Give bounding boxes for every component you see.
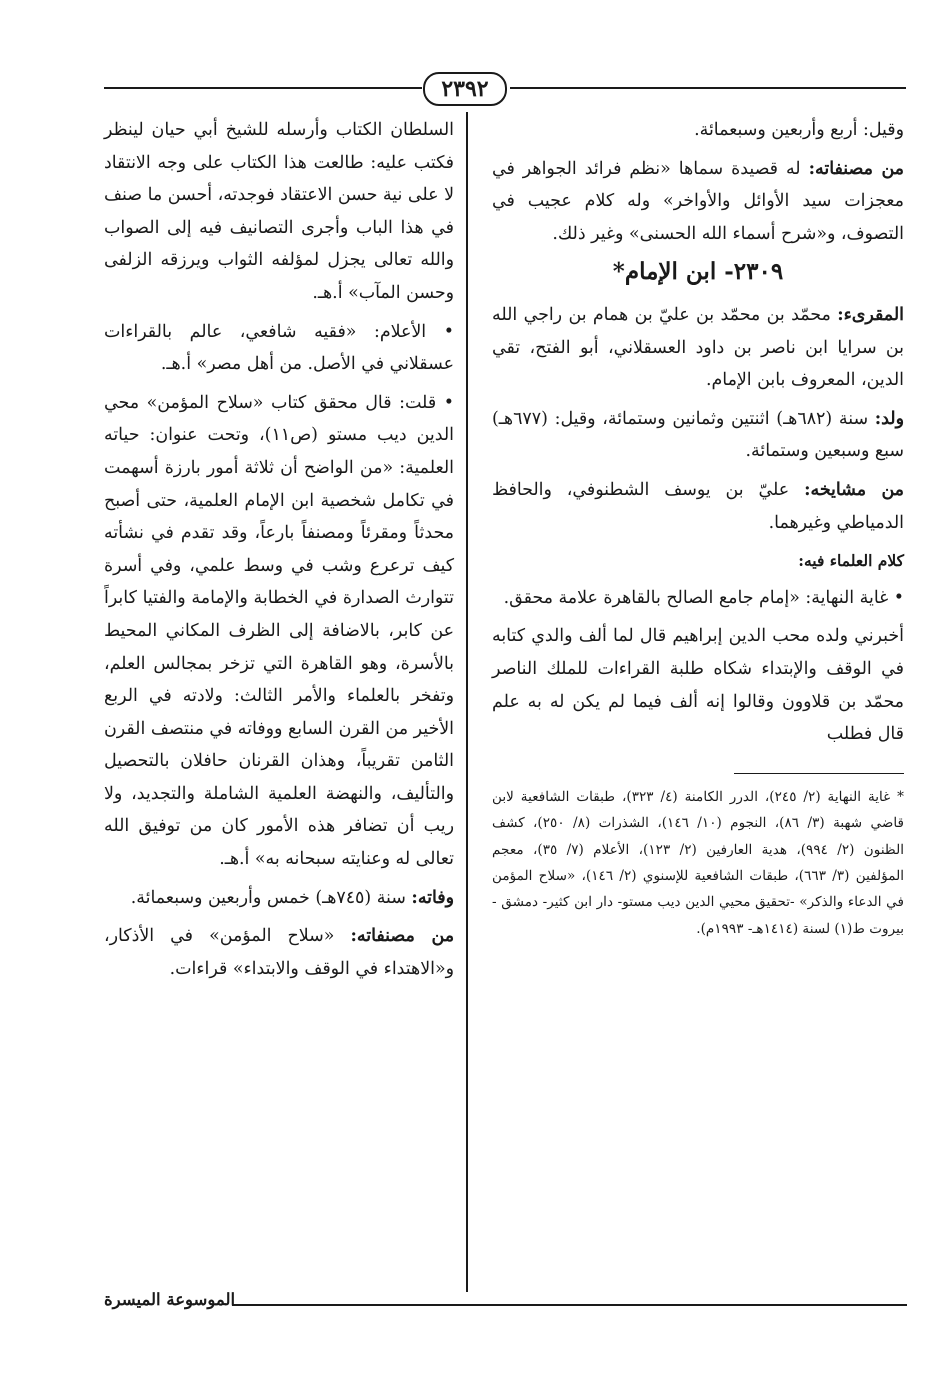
left-works-label: من مصنفاته: <box>350 926 455 947</box>
name-text: محمّد بن محمّد بن عليّ بن همام بن راجي الله بن سرايا ابن ناصر بن داود العسقلاني، أبو الفتح، تقي الدين، المعروف بابن الإمام. <box>492 304 904 391</box>
entry-heading: ٢٣٠٩- ابن الإمام* <box>612 258 784 286</box>
left-column <box>104 114 454 991</box>
akhbarani-paragraph: أخبرني ولده محب الدين إبراهيم قال لما ألف والدي كتابه في الوقف والإبتداء شكاه طلبة القراءات للملك الناصر محمّد بن قلاوون وقالوا إنه ألف فيما لم يكن له به علم قال فطلب <box>492 626 904 745</box>
sultan-paragraph: السلطان الكتاب وأرسله للشيخ أبي حيان لينظر فكتب عليه: طالعت هذا الكتاب على وجه الانتقاد لا على نية حسن الاعتقاد فوجدته، أحسن ما صنف في هذا الباب وأجرى التصانيف فيه إلى الصواب والله تعالى يجزل لمؤلفه الثواب ويرزقه الزلفى وحسن المآب» أ.هـ. <box>104 120 454 303</box>
teachers-text: عليّ بن يوسف الشطنوفي، والحافظ الدمياطي وغيرهما. <box>492 479 904 533</box>
born-text: سنة (٦٨٢هـ) اثنتين وثمانين وستمائة، وقيل: (٦٧٧هـ) سبع وسبعين وستمائة. <box>492 408 904 462</box>
column-divider <box>466 112 468 1292</box>
born-paragraph <box>492 403 904 468</box>
works-label: من مصنفاته: <box>808 158 905 179</box>
footnote-rule <box>734 773 904 774</box>
death-paragraph <box>104 882 454 915</box>
qultu-paragraph: • قلت: قال محقق كتاب «سلاح المؤمن» محي الدين ديب مستو (ص١١)، وتحت عنوان: حياته العلمية: «من الواضح أن ثلاثة أمور بارزة أسهمت في تكامل شخصية ابن الإمام العلمية، حتى أصبح محدثاً ومقرئاً ومصنفاً بارعاً، وقد تقدم في نشأته كيف ترعرع وشب في وسط علمي، وفي أسرة تتوارث الصدارة في الخطابة والإمامة والفتيا كابراً عن كابر، بالاضافة إلى الظرف المكاني المحيط بالأسرة، وهو القاهرة التي تزخر بمجالس العلم، وتفخر بالعلماء والأمر الثالث: ولادته في الربع الأخير من القرن السابع ووفاته في منتصف القرن الثامن تقريباً، وهذان القرنان حافلان بالتحصيل والتأليف، والنهضة العلمية الشاملة والتجديد، ولا ريب أن تضافر هذه الأمور كان من توفيق الله تعالى له وعنايته سبحانه به» أ.هـ. <box>104 392 454 870</box>
page-number: ٢٣٩٢ <box>423 72 506 106</box>
scholars-subheading: كلام العلماء فيه: <box>798 551 904 571</box>
name-paragraph <box>492 299 904 397</box>
ghaya-paragraph: • غاية النهاية: «إمام جامع الصالح بالقاهرة علامة محقق. <box>503 587 904 608</box>
footnote: * غاية النهاية (٢/ ٢٤٥)، الدرر الكامنة (٤/ ٣٢٣)، طبقات الشافعية لابن قاضي شهبة (٣/ ٨٦)، النجوم (١٠/ ١٤٦)، الشذرات (٨/ ٢٥٠)، كشف الظنون (٢/ ٩٩٤)، هدية العارفين (٢/ ١٢٣)، الأعلام (٧/ ٣٥)، معجم المؤلفين (٣/ ٦٦٣)، طبقات الشافعية للإسنوي (٢/ ١٤٦)، «سلاح المؤمن في الدعاء والذكر» -تحقيق محيي الدين ديب مستو- دار ابن كثير- دمشق - بيروت ط(١) لسنة (١٤١٤هـ- ١٩٩٣م). <box>492 788 905 937</box>
death-label: وفاته: <box>411 887 454 908</box>
page-header <box>0 72 930 106</box>
footer-title: الموسوعة الميسرة <box>104 1290 236 1309</box>
teachers-paragraph <box>492 474 904 539</box>
name-label: المقرىء: <box>837 304 904 325</box>
alam-paragraph: • الأعلام: «فقيه شافعي، عالم بالقراءات عسقلاني في الأصل. من أهل مصر» أ.هـ. <box>104 321 454 375</box>
left-works-paragraph <box>104 920 454 985</box>
teachers-label: من مشايخه: <box>804 479 905 500</box>
footer-rule <box>232 1304 907 1306</box>
left-works-text: «سلاح المؤمن» في الأذكار، و«الاهتداء في الوقف والابتداء» قراءات. <box>104 926 454 979</box>
born-label: ولد: <box>874 408 904 429</box>
right-column <box>492 114 904 942</box>
works-paragraph <box>492 153 904 251</box>
intro-paragraph: وقيل: أربع وأربعين وسبعمائة. <box>694 120 904 140</box>
death-text: سنة (٧٤٥هـ) خمس وأربعين وسبعمائة. <box>130 887 406 908</box>
works-text: له قصيدة سماها «نظم فرائد الجواهر في معجزات سيد الأوائل والأواخر» وله كلام عجيب في التصوف، و«شرح أسماء الله الحسنى» وغير ذلك. <box>492 158 904 244</box>
